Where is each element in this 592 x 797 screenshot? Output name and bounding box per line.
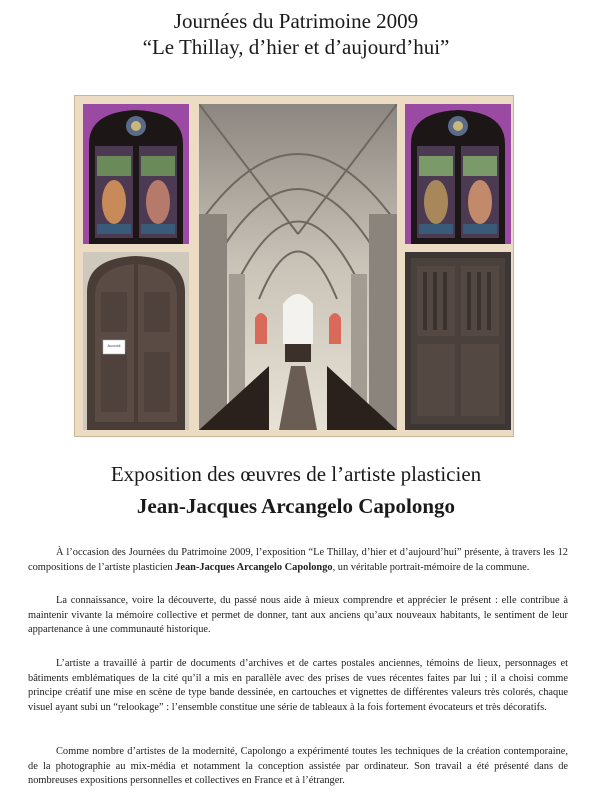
photo-collage — [74, 95, 514, 437]
artist-name: Jean-Jacques Arcangelo Capolongo — [136, 494, 456, 518]
exhibition-title: Exposition des œuvres de l’artiste plasticien — [110, 462, 482, 486]
door-sign: Accueil — [107, 343, 121, 348]
paragraph-4: Comme nombre d’artistes de la modernité, Capolongo a expérimenté toutes les techniques de la création contemporaine, de la photographie au mix-média et notamment la conception assistée par ordinateur. Son travail a été présenté dans de nombreuses expositions personnelles et collectives en France et à l’étranger. — [28, 746, 568, 787]
stained-glass-right-photo — [405, 104, 511, 244]
right-door-photo — [405, 252, 511, 430]
paragraph-1-text-a: À l’occasion des Journées du Patrimoine 2009, l’exposition “Le Thillay, d’hier et d’aujourd’hui” présente, à travers les 12 compositions de l’artiste plasticien — [28, 547, 568, 573]
left-door-photo — [83, 252, 189, 430]
stained-glass-left-photo — [83, 104, 189, 244]
paragraph-1 — [28, 546, 568, 575]
header-line-2: “Le Thillay, d’hier et d’aujourd’hui” — [142, 35, 450, 59]
paragraph-1-text-c: , un véritable portrait-mémoire de la commune. — [332, 561, 530, 573]
paragraph-3: L’artiste a travaillé à partir de documents d’archives et de cartes postales anciennes, témoins de lieux, personnages et bâtiments emblématiques de la cité qu’il a mis en parallèle avec des prises de vues récentes faites par lui ; il a choisi comme principe créatif une mise en scène de type bande dessinée, en cartouches et vignettes de différentes valeurs très colorés, chaque visuel ayant subi un “relookage” : l’ensemble constitue une série de tableaux à la fois fortement évocateurs et très décoratifs. — [28, 658, 568, 713]
paragraph-1-artist: Jean-Jacques Arcangelo Capolongo — [175, 561, 333, 573]
header-line-1: Journées du Patrimoine 2009 — [173, 9, 419, 33]
paragraph-2: La connaissance, voire la découverte, du passé nous aide à mieux comprendre et apprécier le présent : elle contribue à maintenir vivante la mémoire collective et permet de donner, tant aux anciens qu’aux nouveaux habitants, le sentiment de leur appartenance à une communauté historique. — [28, 595, 568, 636]
church-nave-photo — [199, 104, 397, 430]
